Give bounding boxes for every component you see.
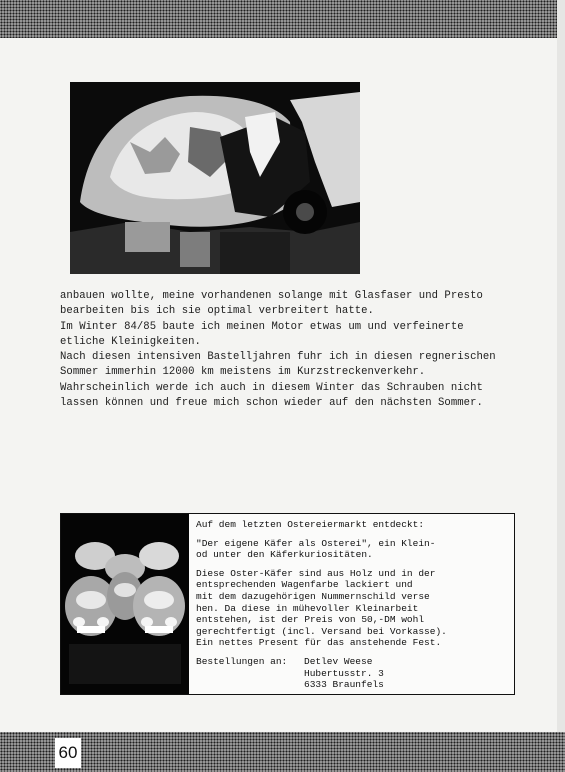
article-line: Im Winter 84/85 baute ich meinen Motor etwas um und verfeinerte	[60, 320, 464, 333]
halftone-band-bottom	[0, 732, 565, 772]
address-street: Hubertusstr. 3	[304, 667, 384, 679]
article-line: etliche Kleinigkeiten.	[60, 335, 201, 348]
article-line: anbauen wollte, meine vorhandenen solange mit Glasfaser und Presto	[60, 290, 483, 302]
article-line: lassen können und freue mich schon wieder auf den nächsten Sommer.	[60, 397, 483, 410]
box-heading: Auf dem letzten Ostereiermarkt entdeckt:	[196, 519, 425, 530]
box-para2-line: Diese Oster-Käfer sind aus Holz und in der	[196, 567, 436, 579]
address-city: 6333 Braunfels	[304, 679, 384, 691]
article-line: Wahrscheinlich werde ich auch in diesem Winter das Schrauben nicht	[60, 381, 483, 394]
article-line: Nach diesen intensiven Bastelljahren fuhr ich in diesen regnerischen	[60, 351, 496, 364]
box-para2-line: hen. Da diese in mühevoller Kleinarbeit	[196, 602, 419, 614]
article-line: Sommer immerhin 12000 km meistens im Kurzstreckenverkehr.	[60, 366, 426, 379]
halftone-band-top	[0, 0, 565, 38]
box-para2-line: Ein nettes Present für das anstehende Fest.	[196, 637, 442, 649]
page-edge	[557, 0, 565, 772]
box-para2-line: gerechtfertigt (incl. Versand bei Vorkasse).	[196, 625, 447, 637]
box-para1-line: od unter den Käferkuriositäten.	[196, 549, 373, 561]
orders-label: Bestellungen an:	[196, 655, 288, 667]
box-caption	[196, 519, 510, 691]
box-para2-line: entstehen, ist der Preis von 50,-DM wohl	[196, 614, 425, 626]
article-text	[60, 289, 540, 411]
box-para2-line: mit dem dazugehörigen Nummernschild verse	[196, 590, 430, 602]
order-address	[196, 656, 510, 691]
photo-car-fender	[70, 82, 360, 274]
box-para1-line: "Der eigene Käfer als Osterei", ein Klein-	[196, 537, 436, 549]
box-para2-line: entsprechenden Wagenfarbe lackiert und	[196, 579, 413, 591]
easter-egg-box	[60, 513, 515, 695]
article-line: bearbeiten bis ich sie optimal verbreitert hatte.	[60, 305, 374, 318]
address-name: Detlev Weese	[304, 655, 373, 667]
page-number: 60	[55, 738, 81, 768]
photo-easter-beetles	[61, 514, 189, 694]
